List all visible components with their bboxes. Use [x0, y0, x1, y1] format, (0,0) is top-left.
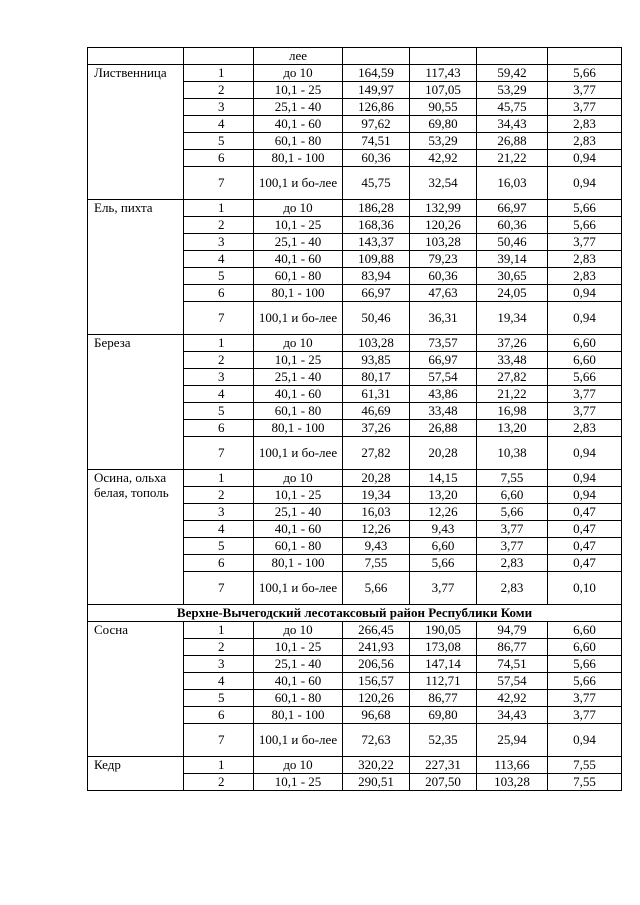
class-cell: 7: [184, 572, 254, 605]
price-cell: 0,10: [548, 572, 622, 605]
price-cell: 290,51: [343, 774, 410, 791]
diameter-cell: 40,1 - 60: [254, 521, 343, 538]
price-cell: 80,17: [343, 369, 410, 386]
price-cell: 3,77: [548, 99, 622, 116]
diameter-cell: 100,1 и бо-лее: [254, 167, 343, 200]
diameter-cell: 100,1 и бо-лее: [254, 724, 343, 757]
species-cell: Береза: [88, 335, 184, 470]
class-cell: 2: [184, 639, 254, 656]
diameter-cell: 10,1 - 25: [254, 487, 343, 504]
class-cell: 2: [184, 774, 254, 791]
price-cell: 25,94: [477, 724, 548, 757]
price-cell: 2,83: [548, 251, 622, 268]
class-cell: 7: [184, 302, 254, 335]
price-cell: 13,20: [477, 420, 548, 437]
diameter-cell: 10,1 - 25: [254, 352, 343, 369]
price-cell: 164,59: [343, 65, 410, 82]
price-cell: 5,66: [548, 369, 622, 386]
price-cell: 206,56: [343, 656, 410, 673]
class-cell: 6: [184, 285, 254, 302]
diameter-cell: 10,1 - 25: [254, 639, 343, 656]
region-title: Верхне-Вычегодский лесотаксовый район Республики Коми: [88, 605, 622, 622]
diameter-cell: до 10: [254, 622, 343, 639]
value-cell: [548, 48, 622, 65]
continuation-row: [88, 48, 622, 65]
class-cell: 7: [184, 167, 254, 200]
class-cell: 3: [184, 234, 254, 251]
price-cell: 34,43: [477, 116, 548, 133]
price-cell: 3,77: [548, 690, 622, 707]
price-cell: 73,57: [410, 335, 477, 352]
price-cell: 5,66: [477, 504, 548, 521]
class-cell: 3: [184, 656, 254, 673]
diameter-cell: 80,1 - 100: [254, 285, 343, 302]
value-cell: [477, 48, 548, 65]
price-cell: 0,94: [548, 487, 622, 504]
price-cell: 42,92: [477, 690, 548, 707]
price-cell: 7,55: [343, 555, 410, 572]
diameter-cell: 25,1 - 40: [254, 504, 343, 521]
price-cell: 16,03: [477, 167, 548, 200]
price-cell: 2,83: [548, 133, 622, 150]
price-cell: 147,14: [410, 656, 477, 673]
price-cell: 20,28: [410, 437, 477, 470]
class-cell: 3: [184, 504, 254, 521]
price-cell: 97,62: [343, 116, 410, 133]
price-cell: 74,51: [343, 133, 410, 150]
class-cell: 1: [184, 335, 254, 352]
class-cell: 6: [184, 707, 254, 724]
price-cell: 34,43: [477, 707, 548, 724]
table-row: [88, 622, 622, 639]
price-cell: 21,22: [477, 386, 548, 403]
price-cell: 190,05: [410, 622, 477, 639]
price-cell: 103,28: [410, 234, 477, 251]
class-cell: 2: [184, 82, 254, 99]
class-cell: 4: [184, 386, 254, 403]
class-cell: 3: [184, 99, 254, 116]
diameter-cell: 60,1 - 80: [254, 403, 343, 420]
price-cell: 74,51: [477, 656, 548, 673]
price-cell: 66,97: [343, 285, 410, 302]
class-cell: 2: [184, 217, 254, 234]
price-cell: 50,46: [343, 302, 410, 335]
diameter-cell: 60,1 - 80: [254, 268, 343, 285]
table-row: [88, 470, 622, 487]
price-cell: 112,71: [410, 673, 477, 690]
price-cell: 60,36: [410, 268, 477, 285]
price-cell: 9,43: [343, 538, 410, 555]
diameter-cell: 100,1 и бо-лее: [254, 437, 343, 470]
price-cell: 0,94: [548, 437, 622, 470]
price-cell: 57,54: [410, 369, 477, 386]
price-cell: 7,55: [548, 757, 622, 774]
price-cell: 103,28: [343, 335, 410, 352]
species-cell: Ель, пихта: [88, 200, 184, 335]
price-cell: 16,03: [343, 504, 410, 521]
price-cell: 5,66: [548, 65, 622, 82]
class-cell: 4: [184, 521, 254, 538]
price-cell: 168,36: [343, 217, 410, 234]
price-cell: 2,83: [548, 116, 622, 133]
diameter-cell: 40,1 - 60: [254, 116, 343, 133]
price-cell: 12,26: [410, 504, 477, 521]
price-cell: 186,28: [343, 200, 410, 217]
diameter-cell: 100,1 и бо-лее: [254, 302, 343, 335]
price-cell: 86,77: [477, 639, 548, 656]
class-cell: 7: [184, 724, 254, 757]
price-cell: 3,77: [548, 234, 622, 251]
price-cell: 93,85: [343, 352, 410, 369]
diameter-cell: 80,1 - 100: [254, 555, 343, 572]
price-cell: 6,60: [548, 622, 622, 639]
price-cell: 320,22: [343, 757, 410, 774]
price-cell: 69,80: [410, 116, 477, 133]
class-cell: 6: [184, 420, 254, 437]
price-cell: 52,35: [410, 724, 477, 757]
class-cell: 4: [184, 673, 254, 690]
price-cell: 156,57: [343, 673, 410, 690]
class-cell: 5: [184, 268, 254, 285]
diameter-cell: до 10: [254, 757, 343, 774]
class-cell: 5: [184, 133, 254, 150]
price-cell: 2,83: [548, 420, 622, 437]
price-cell: 0,94: [548, 150, 622, 167]
class-cell: 6: [184, 555, 254, 572]
diameter-cell: 25,1 - 40: [254, 656, 343, 673]
value-cell: [343, 48, 410, 65]
price-table: [87, 47, 622, 791]
price-cell: 37,26: [343, 420, 410, 437]
price-cell: 0,94: [548, 285, 622, 302]
class-cell: 1: [184, 622, 254, 639]
price-cell: 0,94: [548, 302, 622, 335]
price-cell: 46,69: [343, 403, 410, 420]
price-cell: 241,93: [343, 639, 410, 656]
diameter-cell: 40,1 - 60: [254, 251, 343, 268]
price-cell: 103,28: [477, 774, 548, 791]
price-cell: 60,36: [477, 217, 548, 234]
price-cell: 109,88: [343, 251, 410, 268]
diameter-cell: 40,1 - 60: [254, 386, 343, 403]
price-cell: 30,65: [477, 268, 548, 285]
price-cell: 57,54: [477, 673, 548, 690]
price-cell: 16,98: [477, 403, 548, 420]
price-cell: 6,60: [410, 538, 477, 555]
diameter-cell: до 10: [254, 65, 343, 82]
price-cell: 37,26: [477, 335, 548, 352]
diameter-cell: 100,1 и бо-лее: [254, 572, 343, 605]
diameter-cell: 80,1 - 100: [254, 420, 343, 437]
price-cell: 0,94: [548, 470, 622, 487]
class-cell: 3: [184, 369, 254, 386]
diameter-cell: до 10: [254, 335, 343, 352]
price-cell: 96,68: [343, 707, 410, 724]
price-cell: 66,97: [410, 352, 477, 369]
species-cell: Осина, ольха белая, тополь: [88, 470, 184, 605]
class-cell: 5: [184, 403, 254, 420]
price-cell: 10,38: [477, 437, 548, 470]
price-cell: 3,77: [548, 386, 622, 403]
price-cell: 12,26: [343, 521, 410, 538]
diameter-cell: 10,1 - 25: [254, 217, 343, 234]
class-cell: 1: [184, 757, 254, 774]
diameter-cell: до 10: [254, 470, 343, 487]
price-cell: 42,92: [410, 150, 477, 167]
price-cell: 0,94: [548, 167, 622, 200]
price-cell: 50,46: [477, 234, 548, 251]
price-cell: 120,26: [410, 217, 477, 234]
price-cell: 3,77: [548, 403, 622, 420]
table-body: [88, 48, 622, 791]
diameter-cell: до 10: [254, 200, 343, 217]
price-cell: 3,77: [548, 82, 622, 99]
price-cell: 86,77: [410, 690, 477, 707]
class-cell: 1: [184, 200, 254, 217]
price-cell: 5,66: [548, 217, 622, 234]
species-cell: Кедр: [88, 757, 184, 791]
price-cell: 5,66: [548, 673, 622, 690]
price-cell: 45,75: [477, 99, 548, 116]
diameter-cell: 25,1 - 40: [254, 369, 343, 386]
price-cell: 9,43: [410, 521, 477, 538]
price-cell: 7,55: [548, 774, 622, 791]
price-cell: 21,22: [477, 150, 548, 167]
diameter-cell: 60,1 - 80: [254, 690, 343, 707]
price-cell: 20,28: [343, 470, 410, 487]
price-cell: 83,94: [343, 268, 410, 285]
price-cell: 0,47: [548, 504, 622, 521]
price-cell: 43,86: [410, 386, 477, 403]
diameter-cell: 80,1 - 100: [254, 707, 343, 724]
price-cell: 14,15: [410, 470, 477, 487]
class-cell: 1: [184, 65, 254, 82]
price-cell: 79,23: [410, 251, 477, 268]
diameter-cell: 60,1 - 80: [254, 133, 343, 150]
price-cell: 107,05: [410, 82, 477, 99]
diameter-cell: 25,1 - 40: [254, 234, 343, 251]
price-cell: 24,05: [477, 285, 548, 302]
price-cell: 72,63: [343, 724, 410, 757]
region-header-row: [88, 605, 622, 622]
price-cell: 6,60: [548, 352, 622, 369]
price-cell: 117,43: [410, 65, 477, 82]
diameter-cell: 25,1 - 40: [254, 99, 343, 116]
diameter-cell: 40,1 - 60: [254, 673, 343, 690]
price-cell: 6,60: [548, 335, 622, 352]
price-cell: 227,31: [410, 757, 477, 774]
table-row: [88, 335, 622, 352]
price-cell: 7,55: [477, 470, 548, 487]
table-row: [88, 757, 622, 774]
price-cell: 45,75: [343, 167, 410, 200]
price-cell: 59,42: [477, 65, 548, 82]
class-cell: 4: [184, 251, 254, 268]
price-cell: 94,79: [477, 622, 548, 639]
value-cell: [410, 48, 477, 65]
class-cell: 2: [184, 487, 254, 504]
price-cell: 0,47: [548, 555, 622, 572]
price-cell: 26,88: [410, 420, 477, 437]
price-cell: 33,48: [477, 352, 548, 369]
table-row: [88, 65, 622, 82]
price-cell: 32,54: [410, 167, 477, 200]
price-cell: 27,82: [343, 437, 410, 470]
price-cell: 53,29: [477, 82, 548, 99]
class-cell: 1: [184, 470, 254, 487]
species-cell: Сосна: [88, 622, 184, 757]
price-cell: 36,31: [410, 302, 477, 335]
class-cell: [184, 48, 254, 65]
price-cell: 61,31: [343, 386, 410, 403]
price-cell: 3,77: [410, 572, 477, 605]
diameter-cell: 10,1 - 25: [254, 774, 343, 791]
diameter-cell: лее: [254, 48, 343, 65]
price-cell: 33,48: [410, 403, 477, 420]
class-cell: 2: [184, 352, 254, 369]
price-cell: 19,34: [477, 302, 548, 335]
price-cell: 53,29: [410, 133, 477, 150]
price-cell: 26,88: [477, 133, 548, 150]
price-cell: 120,26: [343, 690, 410, 707]
price-cell: 266,45: [343, 622, 410, 639]
price-cell: 143,37: [343, 234, 410, 251]
price-cell: 6,60: [548, 639, 622, 656]
price-cell: 2,83: [548, 268, 622, 285]
price-cell: 90,55: [410, 99, 477, 116]
class-cell: 5: [184, 690, 254, 707]
price-cell: 3,77: [548, 707, 622, 724]
class-cell: 5: [184, 538, 254, 555]
price-cell: 0,47: [548, 538, 622, 555]
table-row: [88, 200, 622, 217]
price-cell: 3,77: [477, 538, 548, 555]
price-cell: 27,82: [477, 369, 548, 386]
price-cell: 13,20: [410, 487, 477, 504]
price-cell: 60,36: [343, 150, 410, 167]
price-cell: 207,50: [410, 774, 477, 791]
price-cell: 149,97: [343, 82, 410, 99]
diameter-cell: 80,1 - 100: [254, 150, 343, 167]
price-cell: 0,47: [548, 521, 622, 538]
price-cell: 19,34: [343, 487, 410, 504]
species-cell: Лиственница: [88, 65, 184, 200]
price-cell: 66,97: [477, 200, 548, 217]
price-cell: 5,66: [343, 572, 410, 605]
class-cell: 4: [184, 116, 254, 133]
class-cell: 6: [184, 150, 254, 167]
price-cell: 0,94: [548, 724, 622, 757]
price-cell: 69,80: [410, 707, 477, 724]
diameter-cell: 60,1 - 80: [254, 538, 343, 555]
price-cell: 5,66: [410, 555, 477, 572]
price-cell: 2,83: [477, 572, 548, 605]
price-cell: 173,08: [410, 639, 477, 656]
price-cell: 6,60: [477, 487, 548, 504]
price-cell: 47,63: [410, 285, 477, 302]
price-cell: 5,66: [548, 200, 622, 217]
price-cell: 5,66: [548, 656, 622, 673]
price-cell: 39,14: [477, 251, 548, 268]
species-cell: [88, 48, 184, 65]
price-cell: 132,99: [410, 200, 477, 217]
price-cell: 126,86: [343, 99, 410, 116]
diameter-cell: 10,1 - 25: [254, 82, 343, 99]
price-cell: 3,77: [477, 521, 548, 538]
price-cell: 113,66: [477, 757, 548, 774]
class-cell: 7: [184, 437, 254, 470]
price-cell: 2,83: [477, 555, 548, 572]
